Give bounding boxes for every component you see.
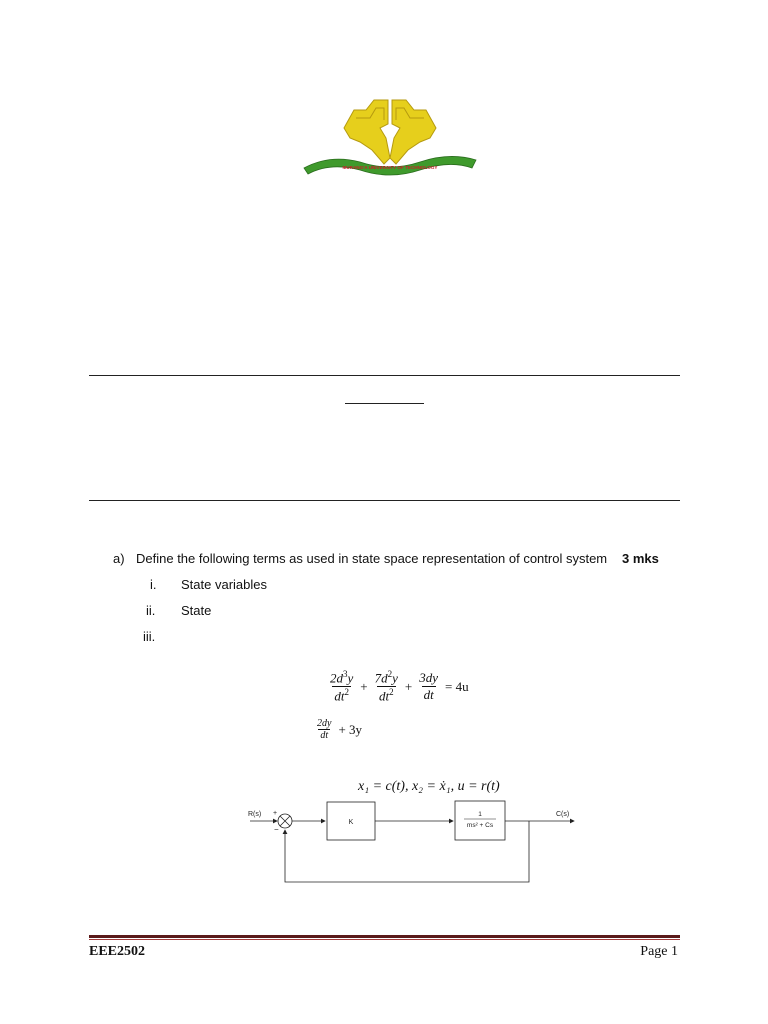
header-rule-bottom: [89, 500, 680, 501]
item-text: State: [181, 603, 212, 618]
output-label: C(s): [556, 811, 570, 818]
question-label: a): [113, 551, 125, 566]
logo-banner-text: MURANG'A UNIVERSITY OF TECHNOLOGY: [342, 165, 438, 170]
logo-crest-icon: [300, 98, 480, 184]
title-underline: [345, 403, 424, 404]
minus-sign: −: [274, 825, 279, 834]
question-text: Define the following terms as used in state space representation of control system: [136, 551, 608, 566]
course-code: EEE2502: [89, 944, 146, 959]
plant-block: [455, 801, 505, 840]
item-text: State variables: [181, 577, 267, 592]
footer-rule-light: [89, 939, 680, 940]
plant-numerator: 1: [478, 811, 482, 818]
item-number: i.: [150, 577, 157, 592]
equation-fragment: $\frac{2dy}{dt}$ + 3y: [317, 718, 363, 741]
page-number: Page 1: [640, 944, 678, 959]
block-diagram: [240, 800, 580, 890]
input-label: R(s): [248, 811, 262, 818]
item-number: iii.: [143, 629, 156, 644]
question-marks: 3 mks: [622, 551, 659, 566]
plant-denominator: ms² + Cs: [466, 822, 494, 829]
differential-equation: $\frac{2d^3y}{dt^2}$ + $\frac{7d^2y}{dt^2}$ + $\frac{3dy}{dt}$ = 4u: [330, 669, 469, 704]
summing-junction: [278, 814, 292, 828]
university-logo: [300, 98, 480, 184]
item-number: ii.: [146, 603, 156, 618]
header-rule-top: [89, 375, 680, 376]
gain-label: K: [348, 819, 354, 826]
plus-sign: +: [273, 810, 278, 817]
footer-rule-dark: [89, 935, 680, 938]
state-definitions: x₁ = c(t), x₂ = ẋ₁, u = r(t): [358, 779, 500, 794]
